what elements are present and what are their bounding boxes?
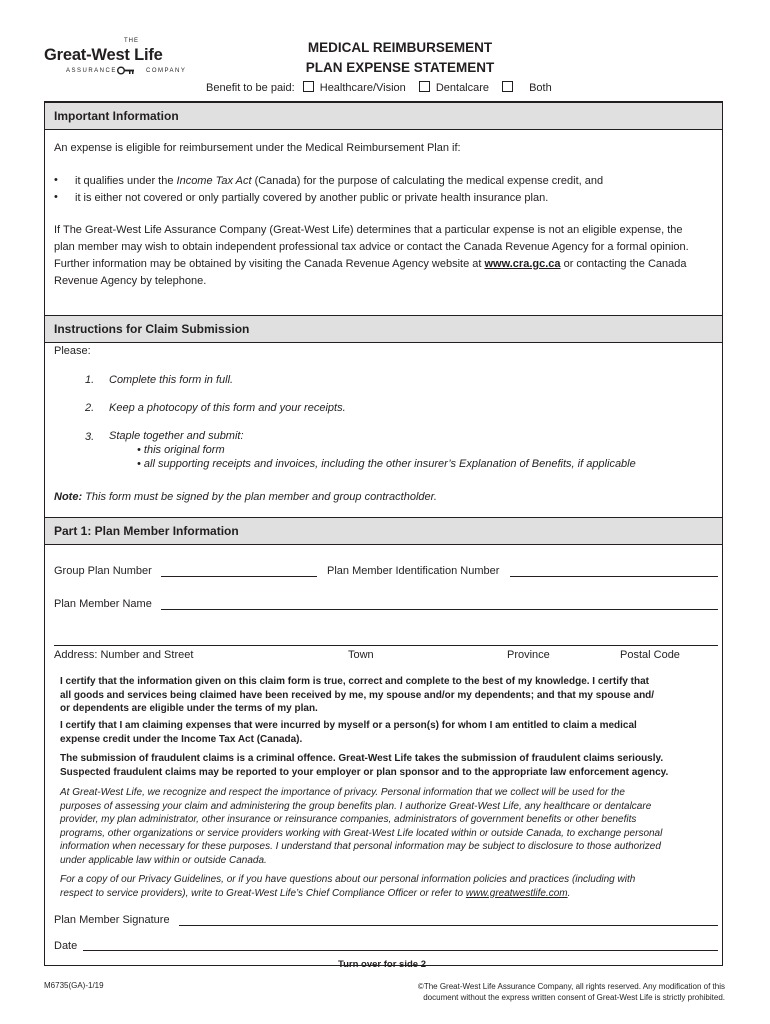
certification-expenses: I certify that I am claiming expenses that were incurred by myself or a person(s) for whom I am entitled to claim a medical expense credit under the Income Tax Act (Canada). xyxy=(60,720,637,745)
dentalcare-checkbox[interactable] xyxy=(419,81,430,92)
part1-header xyxy=(45,517,722,545)
group-plan-label: Group Plan Number xyxy=(54,565,152,577)
healthcare-label: Healthcare/Vision xyxy=(319,82,406,94)
privacy-guidelines: For a copy of our Privacy Guidelines, or if you have questions about our personal information policies and practices (including with respect to service providers), write to Great-West Life’s Chief Compliance Officer or refer to www.greatwestlife.com. xyxy=(60,874,636,899)
form-frame xyxy=(44,101,723,966)
town-label: Town xyxy=(348,649,374,661)
instructions-note: Note: This form must be signed by the plan member and group contractholder. xyxy=(54,491,437,503)
address-label: Address: Number and Street xyxy=(54,649,194,661)
signature-field[interactable] xyxy=(179,925,718,926)
logo-the: THE xyxy=(124,38,139,44)
step-photocopy: Keep a photocopy of this form and your receipts. xyxy=(109,402,346,414)
bullet-income-tax: it qualifies under the Income Tax Act (Canada) for the purpose of calculating the medical expense credit, and xyxy=(75,175,604,187)
postal-code-label: Postal Code xyxy=(620,649,680,661)
member-id-field[interactable] xyxy=(510,576,718,577)
instructions-header xyxy=(45,315,722,343)
date-label: Date xyxy=(54,940,78,952)
important-intro: An expense is eligible for reimbursement under the Medical Reimbursement Plan if: xyxy=(54,142,461,154)
important-info-header xyxy=(45,102,722,130)
instructions-heading: Instructions for Claim Submission xyxy=(54,322,250,336)
both-label: Both xyxy=(529,82,552,94)
dentalcare-label: Dentalcare xyxy=(435,82,490,94)
greatwestlife-link[interactable]: www.greatwestlife.com xyxy=(465,887,568,899)
both-checkbox[interactable] xyxy=(502,81,513,92)
bullet-not-covered: it is either not covered or only partially covered by another public or private health insurance plan. xyxy=(75,192,549,204)
form-code: M6735(GA)-1/19 xyxy=(44,981,104,990)
step-staple: Staple together and submit: • this original form • all supporting receipts and invoices, including the other insurer’s Explanation of Benefits, if applicable xyxy=(109,430,636,470)
part1-heading: Part 1: Plan Member Information xyxy=(54,524,239,538)
copyright-notice: ©The Great-West Life Assurance Company, all rights reserved. Any modification of this document without the express written consent of Great-West Life is strictly prohibited. xyxy=(417,982,725,1002)
healthcare-checkbox[interactable] xyxy=(303,81,314,92)
turn-over-note: Turn over for side 2 xyxy=(338,959,426,970)
cra-link[interactable]: www.cra.gc.ca xyxy=(484,258,561,270)
logo-name: Great-West Life xyxy=(44,46,163,64)
member-name-field[interactable] xyxy=(161,609,718,610)
bullet-dot: • xyxy=(54,191,58,203)
fraud-warning: The submission of fraudulent claims is a criminal offence. Great-West Life takes the submission of fraudulent claims seriously. Suspected fraudulent claims may be reported to your employer or plan sponsor and to the appropriate law enforcement agency. xyxy=(60,753,669,778)
logo-company: COMPANY xyxy=(146,68,187,74)
signature-label: Plan Member Signature xyxy=(54,914,170,926)
key-icon xyxy=(117,66,135,75)
certification-true: I certify that the information given on this claim form is true, correct and complete to the best of my knowledge. I certify that all goods and services being claimed have been received by me, my spouse and/or my dependents; and that my spouse and/ or dependents are eligible under the terms of my plan. xyxy=(60,676,655,714)
important-paragraph: If The Great-West Life Assurance Company (Great-West Life) determines that a particular expense is not an eligible expense, the plan member may wish to obtain independent professional tax advice or contact the Canada Revenue Agency for a formal opinion. Further information may be obtained by visiting the Canada Revenue Agency website at www.cra.gc.ca or contacting the Canada Revenue Agency by telephone. xyxy=(54,224,689,287)
benefit-selector xyxy=(206,81,552,94)
logo-assurance: ASSURANCE xyxy=(66,68,117,74)
date-field[interactable] xyxy=(83,950,718,951)
member-id-label: Plan Member Identification Number xyxy=(327,565,500,577)
privacy-statement: At Great-West Life, we recognize and respect the importance of privacy. Personal information that we collect will be used for the purposes of assessing your claim and administering the group benefits plan. I authorize Great-West Life, any healthcare or dentalcare provider, my plan administrator, other insurance or reinsurance companies, administrators of government benefits or other benefits programs, other organizations or service providers working with Great-West Life located within or outside Canada, to exchange personal information when necessary for these purposes. I understand that personal information may be subject to disclosure to those authorized under applicable law within or outside Canada. xyxy=(60,787,663,866)
group-plan-field[interactable] xyxy=(161,576,317,577)
province-label: Province xyxy=(507,649,550,661)
step-number: 1. xyxy=(85,374,95,386)
important-info-heading: Important Information xyxy=(54,109,179,123)
step-complete-form: Complete this form in full. xyxy=(109,374,234,386)
logo-subline xyxy=(66,68,196,74)
benefit-label: Benefit to be paid: xyxy=(206,82,295,94)
address-field[interactable] xyxy=(54,645,718,646)
bullet-dot: • xyxy=(54,174,58,186)
instructions-please: Please: xyxy=(54,345,91,357)
step-number: 3. xyxy=(85,431,95,443)
form-title: MEDICAL REIMBURSEMENT PLAN EXPENSE STATEMENT xyxy=(305,40,495,75)
member-name-label: Plan Member Name xyxy=(54,598,152,610)
step-number: 2. xyxy=(85,402,95,414)
